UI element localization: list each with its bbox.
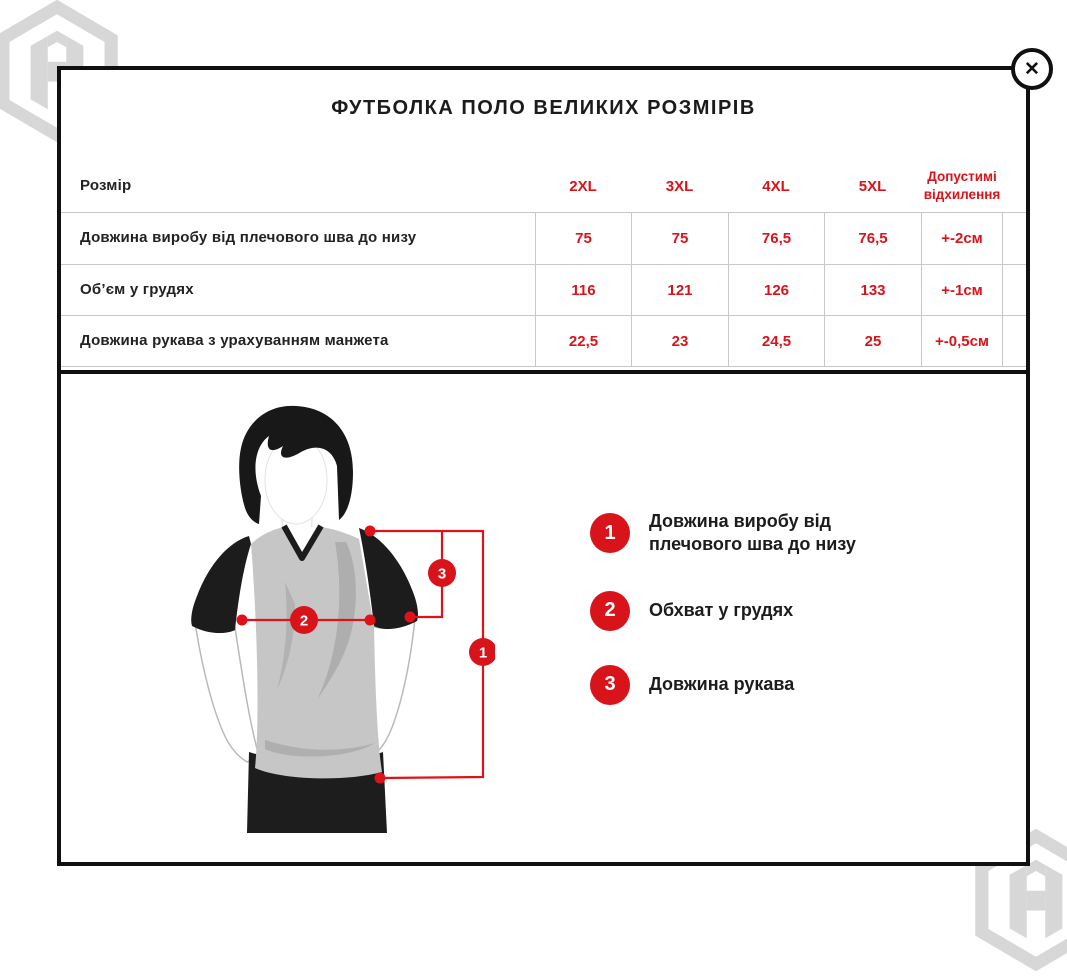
section-divider bbox=[61, 370, 1026, 374]
row-label: Довжина виробу від плечового шва до низу bbox=[80, 229, 417, 247]
size-table bbox=[61, 160, 1026, 367]
legend-item-1 bbox=[590, 510, 890, 557]
diagram-marker-1 bbox=[469, 638, 495, 666]
diagram-marker-3 bbox=[428, 559, 456, 587]
tolerance-cell: +-2см bbox=[921, 213, 1003, 264]
row-label: Довжина рукава з урахуванням манжета bbox=[80, 331, 389, 349]
modal-title: ФУТБОЛКА ПОЛО ВЕЛИКИХ РОЗМІРІВ bbox=[331, 97, 756, 119]
size-chart-modal bbox=[57, 66, 1030, 866]
row-label: Об’єм у грудях bbox=[80, 280, 194, 298]
table-row-length bbox=[61, 212, 1026, 264]
size-value-cell: 75 bbox=[535, 213, 631, 264]
table-header-row bbox=[61, 160, 1026, 212]
header-tolerance: Допустимі відхилення bbox=[923, 169, 1001, 202]
legend-number-badge: 3 bbox=[590, 665, 630, 705]
tolerance-cell: +-0,5см bbox=[921, 316, 1003, 366]
diagram-marker-2 bbox=[290, 606, 318, 634]
legend-number-badge: 2 bbox=[590, 591, 630, 631]
size-value-cell: 126 bbox=[728, 265, 824, 315]
shirt-body bbox=[251, 527, 382, 778]
model-illustration bbox=[185, 400, 495, 835]
size-value-cell: 116 bbox=[535, 265, 631, 315]
header-size-3xl: 3XL bbox=[665, 177, 694, 195]
left-arm bbox=[195, 622, 259, 762]
size-value-cell: 76,5 bbox=[728, 213, 824, 264]
size-value-cell: 76,5 bbox=[824, 213, 921, 264]
header-size-4xl: 4XL bbox=[762, 177, 790, 195]
size-value-cell: 121 bbox=[631, 265, 728, 315]
svg-text:1: 1 bbox=[478, 644, 488, 662]
legend-item-3 bbox=[590, 665, 890, 705]
size-value-cell: 75 bbox=[631, 213, 728, 264]
legend-label: Довжина виробу від плечового шва до низу bbox=[649, 511, 856, 555]
legend-item-2 bbox=[590, 591, 890, 631]
size-value-cell: 25 bbox=[824, 316, 921, 366]
measurement-legend bbox=[590, 510, 890, 739]
svg-text:2: 2 bbox=[299, 612, 309, 630]
tolerance-cell: +-1см bbox=[921, 265, 1003, 315]
header-size-label: Розмір bbox=[80, 176, 132, 194]
size-value-cell: 22,5 bbox=[535, 316, 631, 366]
legend-number-badge: 1 bbox=[590, 513, 630, 553]
header-size-5xl: 5XL bbox=[858, 177, 887, 195]
size-value-cell: 24,5 bbox=[728, 316, 824, 366]
size-value-cell: 133 bbox=[824, 265, 921, 315]
legend-label: Довжина рукава bbox=[649, 674, 795, 695]
size-value-cell: 23 bbox=[631, 316, 728, 366]
svg-text:3: 3 bbox=[437, 565, 447, 583]
close-icon: ✕ bbox=[1024, 58, 1040, 80]
legend-label: Обхват у грудях bbox=[649, 600, 794, 621]
close-button[interactable] bbox=[1011, 48, 1053, 90]
table-row-chest bbox=[61, 264, 1026, 315]
header-size-2xl: 2XL bbox=[569, 177, 597, 195]
table-row-sleeve bbox=[61, 315, 1026, 367]
